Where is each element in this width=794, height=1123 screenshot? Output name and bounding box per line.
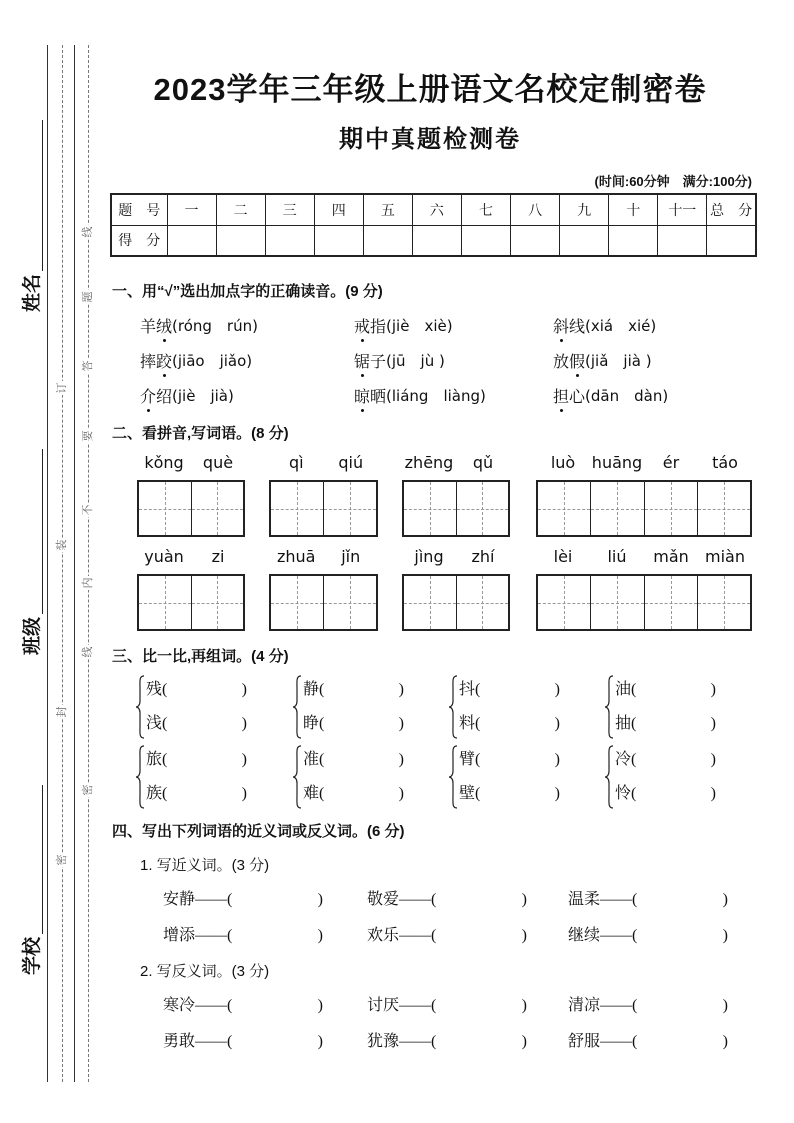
answer-lead: ——( bbox=[600, 891, 638, 908]
pinyin-syllable: miàn bbox=[705, 547, 745, 566]
close-paren: ) bbox=[398, 715, 404, 732]
class-label: 班级 bbox=[22, 616, 43, 655]
school-label: 学校 bbox=[22, 936, 43, 975]
compare-char: 壁 bbox=[459, 785, 476, 802]
pinyin-options: (jiāo jiǎo) bbox=[172, 352, 253, 370]
score-cell bbox=[511, 225, 560, 256]
pinyin-syllable: zhí bbox=[471, 547, 495, 566]
answer-lead: ——( bbox=[195, 927, 233, 944]
seal-line-inner bbox=[88, 45, 89, 1082]
open-paren: ( bbox=[162, 681, 168, 698]
open-paren: ( bbox=[631, 785, 637, 802]
close-paren: ) bbox=[521, 1033, 527, 1050]
word-part: 晒 bbox=[370, 389, 387, 406]
close-paren: ) bbox=[722, 927, 728, 944]
answer-lead: ——( bbox=[399, 927, 437, 944]
antonym-item bbox=[367, 995, 527, 1017]
tianzige-box bbox=[536, 480, 752, 537]
open-paren: ( bbox=[162, 751, 168, 768]
open-paren: ( bbox=[319, 785, 325, 802]
seal-char: 线 bbox=[82, 226, 94, 238]
compare-char: 油 bbox=[615, 681, 632, 698]
compare-item bbox=[303, 777, 404, 811]
close-paren: ) bbox=[554, 715, 560, 732]
pinyin-row bbox=[269, 547, 378, 569]
dotted-char: 跤 bbox=[156, 349, 172, 372]
answer-lead: ——( bbox=[399, 997, 437, 1014]
pinyin-options: (dān dàn) bbox=[585, 387, 669, 405]
reading-choice-item bbox=[354, 378, 553, 413]
word-part: 指 bbox=[370, 319, 387, 336]
dotted-char: 绒 bbox=[156, 314, 172, 337]
answer-lead: ——( bbox=[399, 1033, 437, 1050]
compare-item bbox=[615, 743, 716, 777]
close-paren: ) bbox=[554, 785, 560, 802]
pinyin-syllable: zhēng bbox=[404, 453, 454, 472]
table-header-cell: 九 bbox=[560, 194, 609, 225]
word-part: 子 bbox=[370, 354, 387, 371]
q4-word: 讨厌 bbox=[367, 997, 400, 1014]
q4-word: 欢乐 bbox=[367, 927, 400, 944]
pinyin-syllable: zhuā bbox=[277, 547, 316, 566]
writing-cell bbox=[457, 482, 509, 535]
pinyin-syllable: yuàn bbox=[144, 547, 184, 566]
brace-icon bbox=[604, 745, 614, 809]
word-writing-group bbox=[402, 547, 510, 631]
synonym-item bbox=[568, 889, 728, 911]
tianzige-box bbox=[269, 574, 378, 631]
close-paren: ) bbox=[710, 785, 716, 802]
writing-cell bbox=[192, 576, 244, 629]
dotted-char: 戒 bbox=[354, 314, 370, 337]
antonym-item bbox=[568, 995, 728, 1017]
writing-cell bbox=[139, 482, 192, 535]
seal-char: 封 bbox=[56, 706, 68, 718]
seal-char: 题 bbox=[82, 291, 94, 303]
compare-item bbox=[303, 673, 404, 707]
brace-icon bbox=[604, 675, 614, 739]
reading-choice-item bbox=[553, 378, 750, 413]
dotted-char: 担 bbox=[553, 384, 569, 407]
compare-pair bbox=[292, 673, 404, 741]
pinyin-syllable: jìng bbox=[414, 547, 444, 566]
writing-cell bbox=[538, 482, 591, 535]
pinyin-row bbox=[536, 547, 752, 569]
answer-lead: ——( bbox=[600, 997, 638, 1014]
compare-char: 臂 bbox=[459, 751, 476, 768]
answer-lead: ——( bbox=[600, 1033, 638, 1050]
writing-cell bbox=[457, 576, 509, 629]
score-cell bbox=[560, 225, 609, 256]
school-underline bbox=[42, 785, 43, 934]
score-cell bbox=[707, 225, 756, 256]
page-subtitle: 期中真题检测卷 bbox=[339, 126, 521, 153]
q4-word: 舒服 bbox=[568, 1033, 601, 1050]
reading-choice-item bbox=[354, 308, 553, 343]
table-header-cell: 四 bbox=[314, 194, 363, 225]
reading-choices bbox=[140, 308, 750, 413]
writing-cell bbox=[591, 482, 644, 535]
antonym-item bbox=[367, 1031, 527, 1053]
answer-lead: ——( bbox=[399, 891, 437, 908]
pinyin-options: (jiè jià) bbox=[172, 387, 234, 405]
writing-cell bbox=[404, 482, 457, 535]
close-paren: ) bbox=[554, 681, 560, 698]
writing-cell bbox=[324, 576, 376, 629]
compare-char: 族 bbox=[146, 785, 163, 802]
reading-choice-item bbox=[553, 343, 750, 378]
writing-cell bbox=[591, 576, 644, 629]
section-2-heading: 二、看拼音,写词语。(8 分) bbox=[112, 425, 289, 442]
pinyin-options: (róng rún) bbox=[172, 317, 258, 335]
compare-char: 冷 bbox=[615, 751, 632, 768]
open-paren: ( bbox=[475, 681, 481, 698]
compare-pair bbox=[292, 743, 404, 811]
open-paren: ( bbox=[631, 681, 637, 698]
open-paren: ( bbox=[162, 715, 168, 732]
score-cell bbox=[314, 225, 363, 256]
close-paren: ) bbox=[317, 997, 323, 1014]
score-cell bbox=[461, 225, 510, 256]
pinyin-row bbox=[269, 453, 378, 475]
table-header-cell: 总 分 bbox=[707, 194, 756, 225]
name-underline bbox=[42, 120, 43, 271]
writing-cell bbox=[698, 482, 750, 535]
table-header-cell: 七 bbox=[461, 194, 510, 225]
close-paren: ) bbox=[317, 891, 323, 908]
close-paren: ) bbox=[521, 927, 527, 944]
q4-word: 犹豫 bbox=[367, 1033, 400, 1050]
compare-item bbox=[146, 673, 247, 707]
synonym-item bbox=[163, 889, 323, 911]
synonym-item bbox=[163, 925, 323, 947]
close-paren: ) bbox=[241, 715, 247, 732]
dotted-char: 锯 bbox=[354, 349, 370, 372]
compare-item bbox=[146, 743, 247, 777]
close-paren: ) bbox=[722, 891, 728, 908]
word-part: 羊 bbox=[140, 319, 157, 336]
table-header-cell: 八 bbox=[511, 194, 560, 225]
table-header-cell: 三 bbox=[265, 194, 314, 225]
pinyin-syllable: lèi bbox=[553, 547, 573, 566]
seal-char: 线 bbox=[82, 646, 94, 658]
close-paren: ) bbox=[722, 997, 728, 1014]
word-part: 放 bbox=[553, 354, 570, 371]
word-writing-group bbox=[536, 547, 752, 631]
q4-word: 敬爱 bbox=[367, 891, 400, 908]
pinyin-row bbox=[402, 547, 510, 569]
open-paren: ( bbox=[475, 751, 481, 768]
compare-pair bbox=[135, 673, 247, 741]
writing-cell bbox=[271, 482, 324, 535]
pinyin-row bbox=[536, 453, 752, 475]
writing-cell bbox=[192, 482, 244, 535]
compare-char: 准 bbox=[303, 751, 320, 768]
q4-word: 增添 bbox=[163, 927, 196, 944]
reading-choice-item bbox=[140, 378, 354, 413]
compare-char: 浅 bbox=[146, 715, 163, 732]
seal-char: 答 bbox=[82, 360, 94, 372]
close-paren: ) bbox=[398, 681, 404, 698]
writing-cell bbox=[645, 576, 698, 629]
seal-char: 要 bbox=[82, 430, 94, 442]
section-4-heading: 四、写出下列词语的近义词或反义词。(6 分) bbox=[112, 823, 405, 840]
writing-cell bbox=[139, 576, 192, 629]
close-paren: ) bbox=[241, 785, 247, 802]
brace-icon bbox=[448, 745, 458, 809]
school-field bbox=[22, 785, 44, 975]
table-header-cell: 十 bbox=[609, 194, 658, 225]
compare-pair bbox=[448, 673, 560, 741]
score-cell bbox=[265, 225, 314, 256]
synonym-item bbox=[367, 889, 527, 911]
q4-word: 继续 bbox=[568, 927, 601, 944]
compare-char: 抽 bbox=[615, 715, 632, 732]
reading-choice-item bbox=[140, 308, 354, 343]
word-writing-group bbox=[269, 453, 378, 537]
q4-word: 勇敢 bbox=[163, 1033, 196, 1050]
pinyin-row bbox=[402, 453, 510, 475]
tianzige-box bbox=[402, 574, 510, 631]
compare-char: 抖 bbox=[459, 681, 476, 698]
compare-item bbox=[615, 777, 716, 811]
close-paren: ) bbox=[241, 751, 247, 768]
brace-icon bbox=[135, 745, 145, 809]
class-underline bbox=[42, 449, 43, 614]
answer-lead: ——( bbox=[600, 927, 638, 944]
table-header-cell: 十一 bbox=[658, 194, 707, 225]
tianzige-box bbox=[137, 480, 245, 537]
table-row-label: 题 号 bbox=[111, 194, 167, 225]
pinyin-options: (jū jù ) bbox=[386, 352, 445, 370]
antonym-subheading: 2. 写反义词。(3 分) bbox=[140, 963, 270, 980]
close-paren: ) bbox=[710, 681, 716, 698]
compare-char: 静 bbox=[303, 681, 320, 698]
answer-lead: ——( bbox=[195, 997, 233, 1014]
antonym-item bbox=[568, 1031, 728, 1053]
close-paren: ) bbox=[317, 1033, 323, 1050]
reading-choice-item bbox=[354, 343, 553, 378]
score-value-row bbox=[111, 225, 756, 256]
compare-char: 料 bbox=[459, 715, 476, 732]
seal-char: 装 bbox=[56, 539, 68, 551]
word-writing-group bbox=[137, 547, 245, 631]
compare-pair bbox=[135, 743, 247, 811]
pinyin-syllable: qì bbox=[288, 453, 304, 472]
answer-lead: ——( bbox=[195, 891, 233, 908]
seal-char: 密 bbox=[82, 784, 94, 796]
word-part: 摔 bbox=[140, 354, 157, 371]
table-header-cell: 五 bbox=[363, 194, 412, 225]
pinyin-syllable: jǐn bbox=[341, 547, 361, 566]
seal-line-outer bbox=[62, 45, 63, 1082]
word-part: 心 bbox=[569, 389, 586, 406]
q4-word: 安静 bbox=[163, 891, 196, 908]
antonym-item bbox=[163, 1031, 323, 1053]
close-paren: ) bbox=[521, 997, 527, 1014]
writing-cell bbox=[538, 576, 591, 629]
compare-item bbox=[459, 707, 560, 741]
pinyin-row bbox=[137, 453, 245, 475]
q4-word: 寒冷 bbox=[163, 997, 196, 1014]
pinyin-options: (jiè xiè) bbox=[386, 317, 453, 335]
q4-word: 清凉 bbox=[568, 997, 601, 1014]
compare-item bbox=[459, 743, 560, 777]
antonym-item bbox=[163, 995, 323, 1017]
brace-icon bbox=[292, 675, 302, 739]
dotted-char: 假 bbox=[569, 349, 585, 372]
writing-cell bbox=[645, 482, 698, 535]
pinyin-syllable: liú bbox=[607, 547, 627, 566]
pinyin-syllable: luò bbox=[550, 453, 576, 472]
close-paren: ) bbox=[317, 927, 323, 944]
close-paren: ) bbox=[554, 751, 560, 768]
table-header-cell: 一 bbox=[167, 194, 216, 225]
compare-char: 难 bbox=[303, 785, 320, 802]
seal-char: 不 bbox=[82, 504, 94, 516]
writing-cell bbox=[698, 576, 750, 629]
score-cell bbox=[658, 225, 707, 256]
tianzige-box bbox=[137, 574, 245, 631]
seal-char: 订 bbox=[56, 382, 68, 394]
answer-lead: ——( bbox=[195, 1033, 233, 1050]
tianzige-box bbox=[269, 480, 378, 537]
compare-item bbox=[459, 673, 560, 707]
pinyin-syllable: qiú bbox=[338, 453, 364, 472]
pinyin-row bbox=[137, 547, 245, 569]
synonym-item bbox=[568, 925, 728, 947]
score-cell bbox=[216, 225, 265, 256]
word-writing-group bbox=[137, 453, 245, 537]
pinyin-options: (liáng liàng) bbox=[386, 387, 486, 405]
score-cell bbox=[609, 225, 658, 256]
compare-pair bbox=[448, 743, 560, 811]
compare-pair bbox=[604, 673, 716, 741]
close-paren: ) bbox=[241, 681, 247, 698]
open-paren: ( bbox=[319, 681, 325, 698]
compare-char: 怜 bbox=[615, 785, 632, 802]
brace-icon bbox=[135, 675, 145, 739]
compare-item bbox=[615, 673, 716, 707]
pinyin-syllable: mǎn bbox=[653, 547, 689, 566]
score-cell bbox=[167, 225, 216, 256]
seal-char: 内 bbox=[82, 577, 94, 589]
synonym-subheading: 1. 写近义词。(3 分) bbox=[140, 857, 270, 874]
open-paren: ( bbox=[631, 751, 637, 768]
score-header-row bbox=[111, 194, 756, 225]
word-writing-group bbox=[402, 453, 510, 537]
compare-item bbox=[303, 707, 404, 741]
close-paren: ) bbox=[521, 891, 527, 908]
pinyin-syllable: qǔ bbox=[472, 453, 494, 472]
name-label: 姓名 bbox=[22, 273, 43, 312]
reading-choice-item bbox=[553, 308, 750, 343]
score-table bbox=[110, 193, 757, 257]
pinyin-syllable: zi bbox=[211, 547, 225, 566]
writing-cell bbox=[324, 482, 376, 535]
seal-char: 密 bbox=[56, 854, 68, 866]
binding-line bbox=[74, 45, 75, 1082]
class-field bbox=[22, 449, 44, 655]
name-field bbox=[22, 120, 44, 312]
pinyin-syllable: ér bbox=[662, 453, 680, 472]
score-cell bbox=[363, 225, 412, 256]
open-paren: ( bbox=[631, 715, 637, 732]
close-paren: ) bbox=[710, 751, 716, 768]
q4-word: 温柔 bbox=[568, 891, 601, 908]
word-part: 线 bbox=[569, 319, 586, 336]
time-score-info: (时间:60分钟 满分:100分) bbox=[594, 174, 752, 189]
table-row-label: 得 分 bbox=[111, 225, 167, 256]
compare-char: 残 bbox=[146, 681, 163, 698]
pinyin-syllable: què bbox=[202, 453, 234, 472]
brace-icon bbox=[292, 745, 302, 809]
writing-cell bbox=[271, 576, 324, 629]
open-paren: ( bbox=[475, 785, 481, 802]
compare-item bbox=[615, 707, 716, 741]
section-1-heading: 一、用“√”选出加点字的正确读音。(9 分) bbox=[112, 283, 383, 300]
dotted-char: 晾 bbox=[354, 384, 370, 407]
tianzige-box bbox=[402, 480, 510, 537]
compare-item bbox=[303, 743, 404, 777]
section-3-heading: 三、比一比,再组词。(4 分) bbox=[112, 648, 289, 665]
close-paren: ) bbox=[710, 715, 716, 732]
close-paren: ) bbox=[722, 1033, 728, 1050]
dotted-char: 斜 bbox=[553, 314, 569, 337]
close-paren: ) bbox=[398, 785, 404, 802]
open-paren: ( bbox=[319, 715, 325, 732]
pinyin-syllable: táo bbox=[712, 453, 738, 472]
pinyin-options: (xiá xié) bbox=[585, 317, 657, 335]
table-header-cell: 二 bbox=[216, 194, 265, 225]
compare-char: 旅 bbox=[146, 751, 163, 768]
pinyin-syllable: huāng bbox=[591, 453, 643, 472]
tianzige-box bbox=[536, 574, 752, 631]
brace-icon bbox=[448, 675, 458, 739]
synonym-item bbox=[367, 925, 527, 947]
word-part: 绍 bbox=[156, 389, 173, 406]
word-writing-group bbox=[536, 453, 752, 537]
binding-line bbox=[47, 45, 48, 1082]
compare-item bbox=[146, 777, 247, 811]
compare-char: 睁 bbox=[303, 715, 320, 732]
compare-pair bbox=[604, 743, 716, 811]
compare-item bbox=[146, 707, 247, 741]
pinyin-options: (jiǎ jià ) bbox=[585, 352, 652, 370]
reading-choice-item bbox=[140, 343, 354, 378]
dotted-char: 介 bbox=[140, 384, 156, 407]
page-title: 2023学年三年级上册语文名校定制密卷 bbox=[153, 72, 707, 107]
open-paren: ( bbox=[162, 785, 168, 802]
writing-cell bbox=[404, 576, 457, 629]
compare-item bbox=[459, 777, 560, 811]
close-paren: ) bbox=[398, 751, 404, 768]
table-header-cell: 六 bbox=[412, 194, 461, 225]
open-paren: ( bbox=[319, 751, 325, 768]
word-writing-group bbox=[269, 547, 378, 631]
pinyin-syllable: kǒng bbox=[144, 453, 184, 472]
open-paren: ( bbox=[475, 715, 481, 732]
score-cell bbox=[412, 225, 461, 256]
